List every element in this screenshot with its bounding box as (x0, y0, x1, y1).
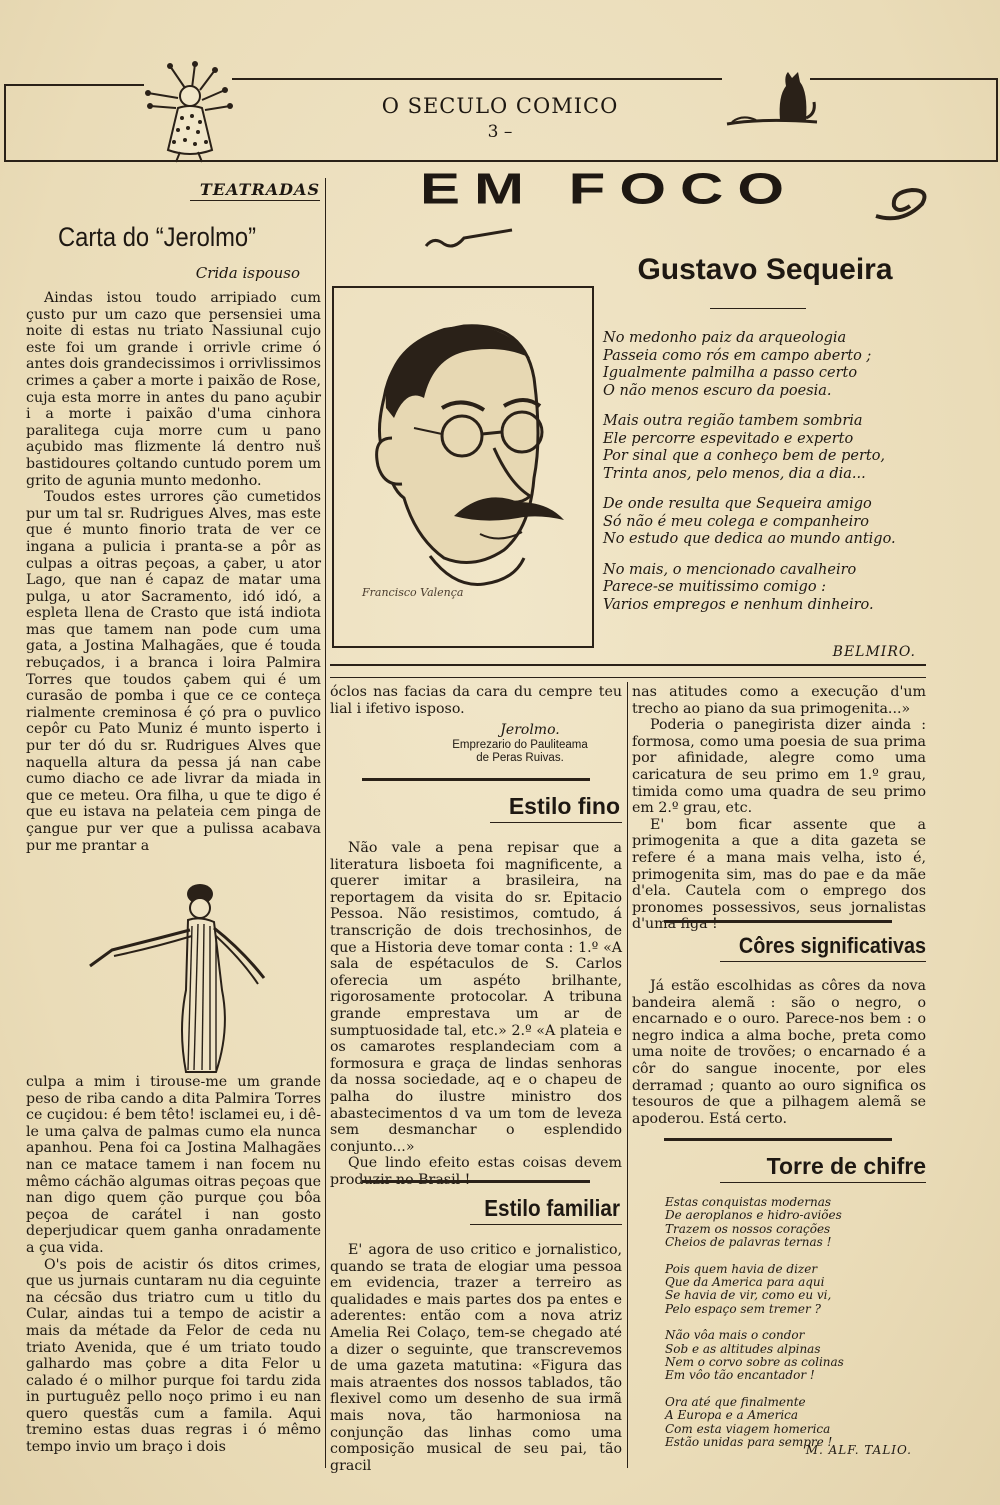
poem-line: Mais outra região tambem sombria (603, 413, 863, 429)
em-foco-title: EM FOCO (420, 164, 798, 213)
poem-line: Ora até que finalmente (665, 1394, 806, 1409)
paragraph: E' bom ficar assente que a primogenita a que a dita gazeta se refere é a mana mais velha, isto é, primogenita sim, mas do pae e da mãe d'ela. Cautela com o emprego dos pronomes possessivos, seus jornalistas d'uma figa ! (632, 816, 926, 933)
poem-line: Parece-se muitissimo comigo : (603, 579, 827, 595)
poem-line: Pelo espaço sem tremer ? (665, 1301, 821, 1316)
poem-line: Não vôa mais o condor (665, 1328, 805, 1343)
jerolmo-signature: Jerolmo. (500, 722, 560, 738)
name-underline (710, 308, 806, 309)
poem-line: No mais, o mencionado cavalheiro (603, 561, 857, 578)
poem-stanza (665, 1329, 925, 1383)
teatradas-text-bottom (26, 1074, 321, 1456)
paragraph: Já estão escolhidas as côres da nova bandeira alemã : são o negro, o encarnado e o ouro. Parece-nos bem : o negro indica a alma boche, preta como uma noite de trovões; o encarnado é a côr do sangue inocente, por eles derramad ; quanto ao ouro significa os tesouros de que a pilhagem alemã se apoderou. Está certo. (632, 978, 926, 1127)
paragraph: Poderia o panegirista dizer ainda : formosa, como uma poesia de sua prima por afinidade, alegre como uma caricatura de seu primo em 1.º grau, timida como uma quadra de seu primo em 2.º grau, etc. (632, 717, 926, 817)
cores-title: Côres significativas (738, 933, 926, 958)
jerolmo-title-2: de Peras Ruivas. (476, 752, 564, 764)
divider-2 (362, 1180, 590, 1183)
paragraph: Que lindo efeito estas coisas devem produzir no Brasil ! (330, 1155, 622, 1188)
poem-stanza (603, 496, 923, 549)
pincushion-doll-icon (140, 58, 240, 164)
masthead-rule-vleft (4, 84, 6, 160)
jerolmo-title-1: Emprezario do Pauliteama (452, 739, 588, 751)
torre-title: Torre de chifre (766, 1153, 926, 1179)
caricature-frame (332, 286, 594, 648)
section-underline (190, 200, 320, 201)
masthead-rule-vright (996, 78, 998, 160)
teatradas-salutation: Crida ispouso (195, 264, 300, 282)
divider-3 (664, 920, 892, 923)
poem-line: Sob e as altitudes alpinas (665, 1341, 821, 1356)
poem-line: No estudo que dedica ao mundo antigo. (603, 531, 896, 547)
paragraph: nas atitudes como a execução d'um trecho ao piano da sua primogenita...» (632, 684, 926, 717)
page-number: 3 – (487, 122, 513, 142)
poem-stanza (603, 330, 923, 400)
column-rule-2 (627, 682, 628, 1468)
em-foco-rule-bottom-2 (330, 677, 926, 678)
poem-line: Trazem os nossos corações (665, 1221, 831, 1236)
teatradas-text-top (26, 290, 321, 854)
torre-signature: M. ALF. TALIO. (805, 1443, 912, 1457)
masthead-rule-left (4, 84, 144, 86)
poem-line: Por sinal que a conheço bem de perto, (603, 448, 886, 464)
poem-stanza (665, 1263, 925, 1317)
poem-stanza (665, 1196, 925, 1250)
masthead-rule-right (810, 78, 996, 80)
em-foco-name: Gustavo Sequeira (637, 253, 893, 286)
estilo-fino-underline (490, 822, 622, 823)
paragraph: culpa a mim i tirouse-me um grande peso de riba cando a dita Palmira Torres ce cuçidou: é bem têto! isclamei eu, i dê-le uma çalva de palmas cumo ela nunca apanhou. Pena foi ca Jostina Malhagães nan ce matace tamem i nan focem nu mêmo cáchão algumas oitras peçoas que nan digo quem ção purque çou bôa peçoa de carátel i nan gosto deperjudicar quem ganha onradamente a çua vida. (26, 1074, 321, 1256)
cores-underline (720, 961, 926, 962)
poem-line: Varios empregos e nenhum dinheiro. (603, 596, 874, 613)
cores-text (632, 978, 926, 1127)
masthead-title: O SECULO COMICO (381, 94, 619, 118)
poem-line: Estas conquistas modernas (665, 1195, 832, 1209)
poem-line: De aeroplanos e hidro-aviões (665, 1208, 842, 1223)
paragraph: Não vale a pena repisar que a literatura lisboeta foi magnificente, a querer imitar a brasileira, na reportagem da visita do sr. Epitacio Pessoa. Não resistimos, comtudo, á transcrição de dois trechosinhos, de que a Historia deve tomar conta : 1.º «A sala de espétaculos de S. Carlos oferecia um aspéto brilhante, rigorosamente protocolar. A tribuna grande emprestava um ar de sumptuosidade tal, etc.» 2.º «A plateia e os camarotes resplandeciam com a formosura e graça de lindas senhoras da nossa sociedade, aq e o chapeu de palha do ilustre ministro dos abastecimentos d va um tom de leveza sem desmanchar o esplendido conjunto...» (330, 840, 622, 1155)
poem-stanza (603, 413, 923, 483)
paragraph: E' agora de uso critico e jornalistico, quando se trata de elogiar uma pessoa em evidencia, trazer a terreiro as qualidades e mais partes dos pa entes e aderentes: então com a nova atriz Amelia Rei Colaço, tem-se chegado até a dizer o seguinte, que transcrevemos de uma gazeta matutina: «Figura das mais atraentes dos nossos tablados, tão flexivel como um desenho de sua irmã mais nova, tão harmoniosa na conjunção das linhas como uma composição musical de seu pai, tão gracil (330, 1242, 622, 1474)
poem-line: Cheios de palavras ternas ! (665, 1235, 832, 1250)
torre-underline (720, 1182, 926, 1183)
paragraph: óclos nas facias da cara du cempre teu lial i ifetivo isposo. (330, 684, 622, 717)
estilo-familiar-text (330, 1242, 622, 1474)
paragraph: Aindas istou toudo arripiado cum çusto pur um cazo que persensiei uma noite di estas nu triato Nassiunal cujo este foi um grande i orrivle crime ó antes dois grandecissimos i orrivlissimos crimes a çaber a morte i paixão de Rose, cuja esta morre in antes du pano açubir i a morte i paixão d'uma cinhora paralitega cuja morre cum u pano açubido mas flizmente lá dentro nuš bastidoures çoltando cuntudo porem um grito de agunia munto medonho. (26, 290, 321, 489)
teatradas-title: Carta do “Jerolmo” (58, 222, 257, 252)
poem-line: Ele percorre espevitado e experto (603, 430, 854, 447)
right-column-text (632, 684, 926, 933)
poem-line: Só não é meu colega e companheiro (603, 513, 869, 530)
cat-on-wall-icon (722, 62, 822, 134)
poem-line: Se havia de vir, como eu vi, (665, 1288, 832, 1303)
poem-line: Igualmente palmilha a passo certo (603, 365, 858, 381)
estilo-familiar-title: Estilo familiar (484, 1195, 620, 1221)
poem-stanza (603, 562, 923, 615)
em-foco-signature: BELMIRO. (832, 644, 916, 660)
poem-line: Em vôo tão encantador ! (665, 1368, 815, 1383)
poem-stanza (665, 1396, 925, 1450)
teatradas-section: TEATRADAS (199, 180, 320, 199)
poem-line: Pois quem havia de dizer (665, 1261, 818, 1276)
estilo-fino-title: Estilo fino (508, 793, 620, 819)
caricature-signature: Francisco Valença (362, 586, 464, 599)
poem-line: Com esta viagem homerica (665, 1421, 831, 1436)
poem-line: Estão unidas para sempre ! (665, 1435, 833, 1450)
poem-line: Trinta anos, pelo menos, dia a dia... (603, 465, 866, 482)
torre-poem (665, 1196, 925, 1463)
em-foco-rule-bottom (330, 664, 926, 666)
column-rule-1 (325, 178, 326, 1468)
paragraph: Toudos estes urrores ção cumetidos pur um tal sr. Rudrigues Alves, mas este que é munto finorio trata de ver ce ingana a pulicia i pranta-se a pôr as culpas a oitras peçoas, a çaber, u ator Lago, que nan é capaz de matar uma pulga, u ator Sacramento, idó idó, a espleta llena de Crasto que istá indiota mas que tamem nan pode cum uma gata, a Jostina Malhagães, que é touda rebuçados, i a branca i loira Palmira Torres que toudos çabem qui é um curasão de pomba i que ce ce conteça rialmente creminosa é çó pra o puvlico cepôr cu Pato Muniz é munto isperto i pur ter dó du sr. Rudrigues Alves que naquella altura da pessa já nan cabe cumo diacho ce ade livrar da miada in que ce meteu. Ora filha, u que te digo é que eu istava na pelateia cem pinga de çangue pur ver que a pulissa acabava pur me prantar a (26, 489, 321, 854)
poem-line: Que da America para aqui (665, 1275, 825, 1290)
arrow-ornament-icon (424, 226, 514, 252)
poem-line: A Europa e a America (665, 1408, 799, 1423)
poem-line: O não menos escuro da poesia. (603, 382, 832, 399)
estilo-fino-text (330, 840, 622, 1188)
teatradas-continuation (330, 684, 622, 717)
paragraph: O's pois de acistir ós ditos crimes, que us jurnais cuntaram nu dia ceguinte na cécsão dus triatro cum u titlo du Cular, aindas tui a tempo de acistir a mais da métade da Felor de ceda nu triato Avenida, que é um triato toudo galhardo mas çobre a dita Felor u calado é o milhor purque foi tardu zida in purtuguêz pello noço primo i eu nan quero questãs cum a famila. Aqui tremino estas duas regras i ó mêmo tempo invio um braço i dois (26, 1256, 321, 1456)
swirl-ornament-icon (872, 184, 930, 224)
poem-line: De onde resulta que Sequeira amigo (603, 496, 872, 512)
woman-illustration (82, 880, 272, 1076)
divider-1 (362, 778, 590, 781)
masthead-rule-top (232, 78, 722, 80)
poem-line: No medonho paiz da arqueologia (603, 330, 847, 346)
divider-4 (664, 1138, 892, 1141)
poem-line: Nem o corvo sobre as colinas (665, 1355, 844, 1370)
poem-line: Passeia como rós em campo aberto ; (603, 347, 872, 364)
estilo-familiar-underline (470, 1224, 622, 1225)
em-foco-poem (603, 330, 923, 627)
